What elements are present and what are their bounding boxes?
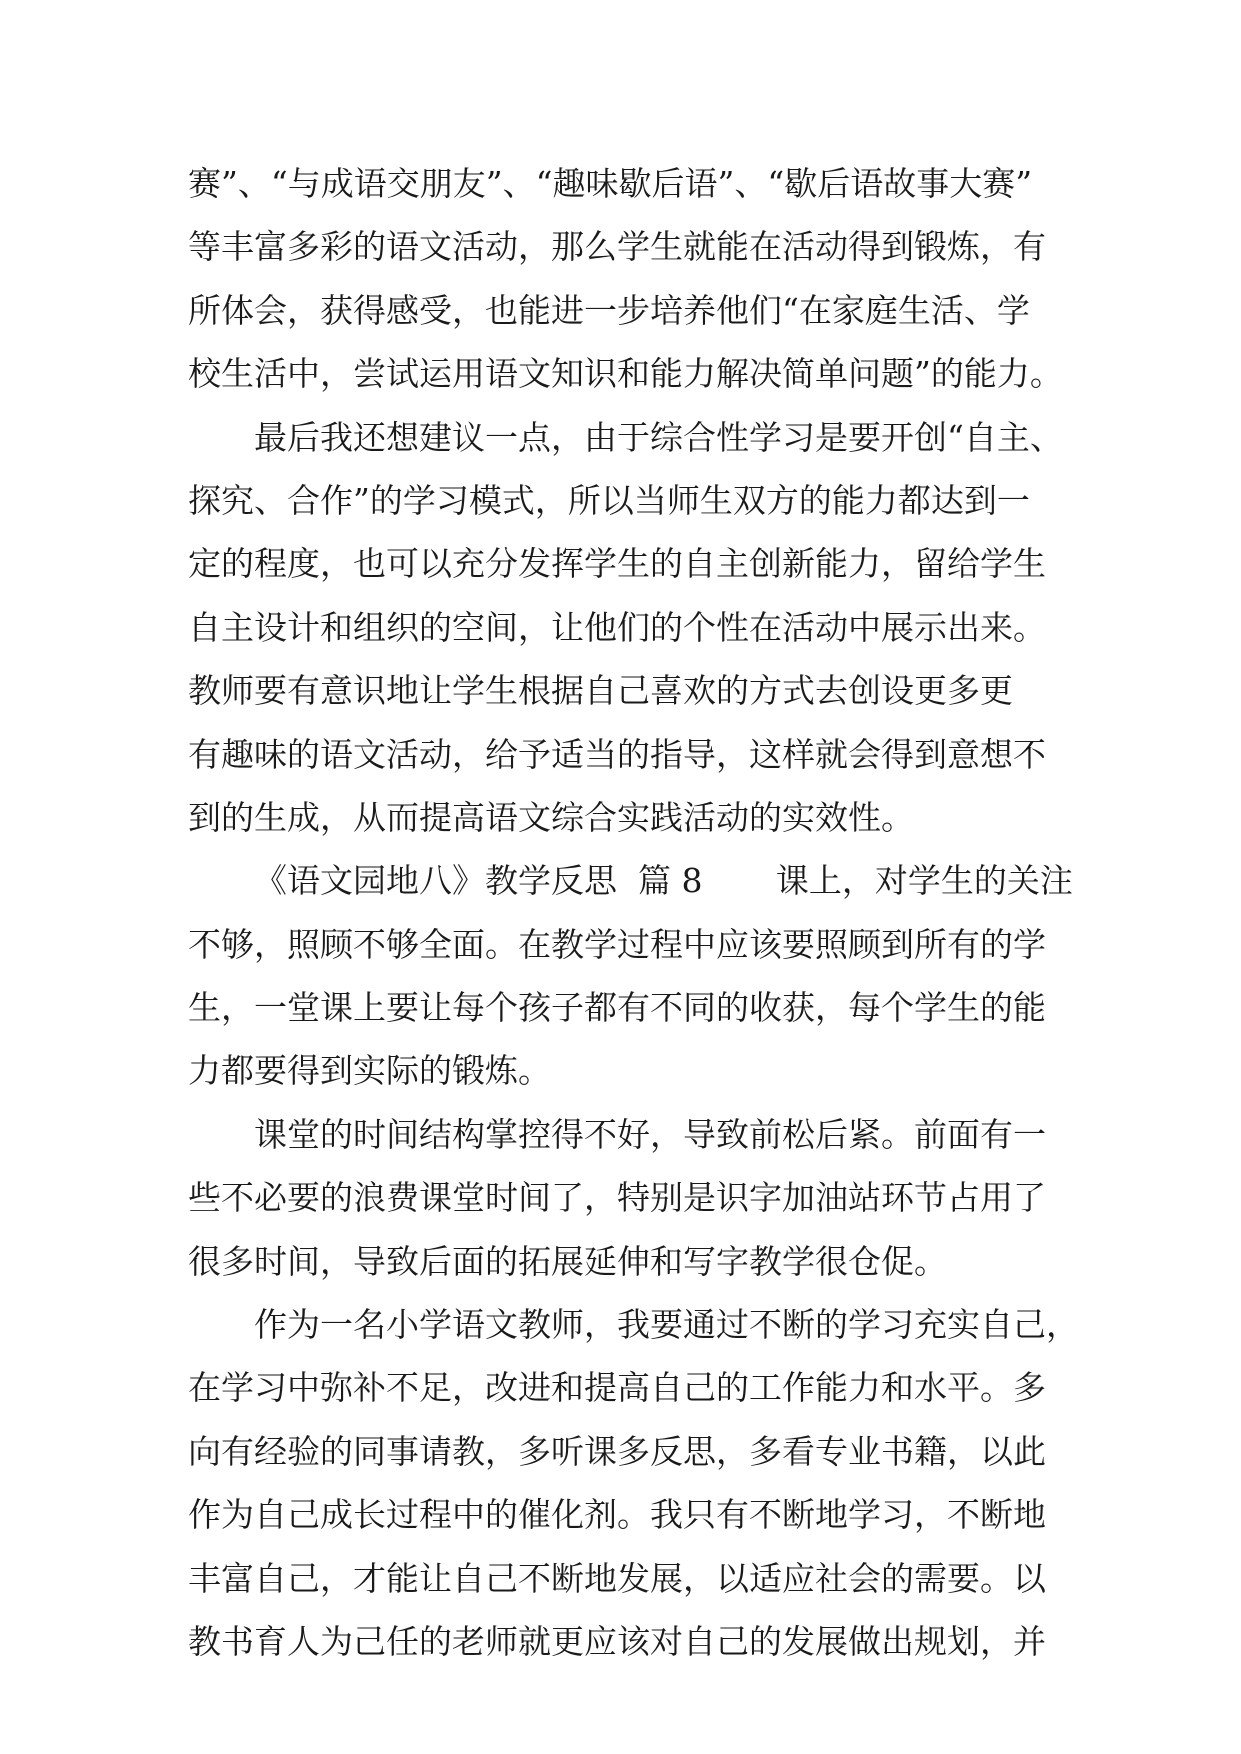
text-line: 作为自己成长过程中的催化剂。我只有不断地学习，不断地 — [188, 1495, 1046, 1535]
text-line: 向有经验的同事请教，多听课多反思，多看专业书籍，以此 — [188, 1431, 1046, 1471]
text-line: 教师要有意识地让学生根据自己喜欢的方式去创设更多更 — [188, 671, 1013, 711]
body-text — [188, 152, 1079, 1673]
section-heading-line: 《语文园地八》教学反思 篇 8 课上，对学生的关注 — [254, 861, 1073, 901]
text-line: 赛”、“与成语交朋友”、“趣味歇后语”、“歇后语故事大赛” — [188, 164, 1033, 203]
text-line: 很多时间，导致后面的拓展延伸和写字教学很仓促。 — [188, 1241, 947, 1281]
paragraph-first-line: 作为一名小学语文教师，我要通过不断的学习充实自己， — [254, 1305, 1079, 1345]
text-line: 定的程度，也可以充分发挥学生的自主创新能力，留给学生 — [188, 544, 1046, 584]
paragraph-first-line: 课堂的时间结构掌控得不好，导致前松后紧。前面有一 — [254, 1114, 1046, 1154]
text-line: 等丰富多彩的语文活动，那么学生就能在活动得到锻炼，有 — [188, 227, 1046, 267]
text-line: 在学习中弥补不足，改进和提高自己的工作能力和水平。多 — [188, 1368, 1046, 1408]
text-line: 校生活中，尝试运用语文知识和能力解决简单问题”的能力。 — [188, 354, 1063, 394]
text-line: 探究、合作”的学习模式，所以当师生双方的能力都达到一 — [188, 480, 1030, 520]
text-line: 有趣味的语文活动，给予适当的指导，这样就会得到意想不 — [188, 734, 1046, 774]
text-line: 自主设计和组织的空间，让他们的个性在活动中展示出来。 — [188, 607, 1046, 647]
text-line: 到的生成，从而提高语文综合实践活动的实效性。 — [188, 797, 914, 837]
text-line: 不够，照顾不够全面。在教学过程中应该要照顾到所有的学 — [188, 924, 1046, 964]
text-line: 教书育人为己任的老师就更应该对自己的发展做出规划，并 — [188, 1621, 1046, 1661]
text-line: 丰富自己，才能让自己不断地发展，以适应社会的需要。以 — [188, 1558, 1046, 1598]
text-line: 所体会，获得感受，也能进一步培养他们“在家庭生活、学 — [188, 290, 1030, 330]
text-line: 生，一堂课上要让每个孩子都有不同的收获，每个学生的能 — [188, 988, 1046, 1028]
text-line: 些不必要的浪费课堂时间了，特别是识字加油站环节占用了 — [188, 1178, 1046, 1218]
paragraph-first-line: 最后我还想建议一点，由于综合性学习是要开创“自主、 — [254, 417, 1063, 457]
text-line: 力都要得到实际的锻炼。 — [188, 1051, 551, 1091]
